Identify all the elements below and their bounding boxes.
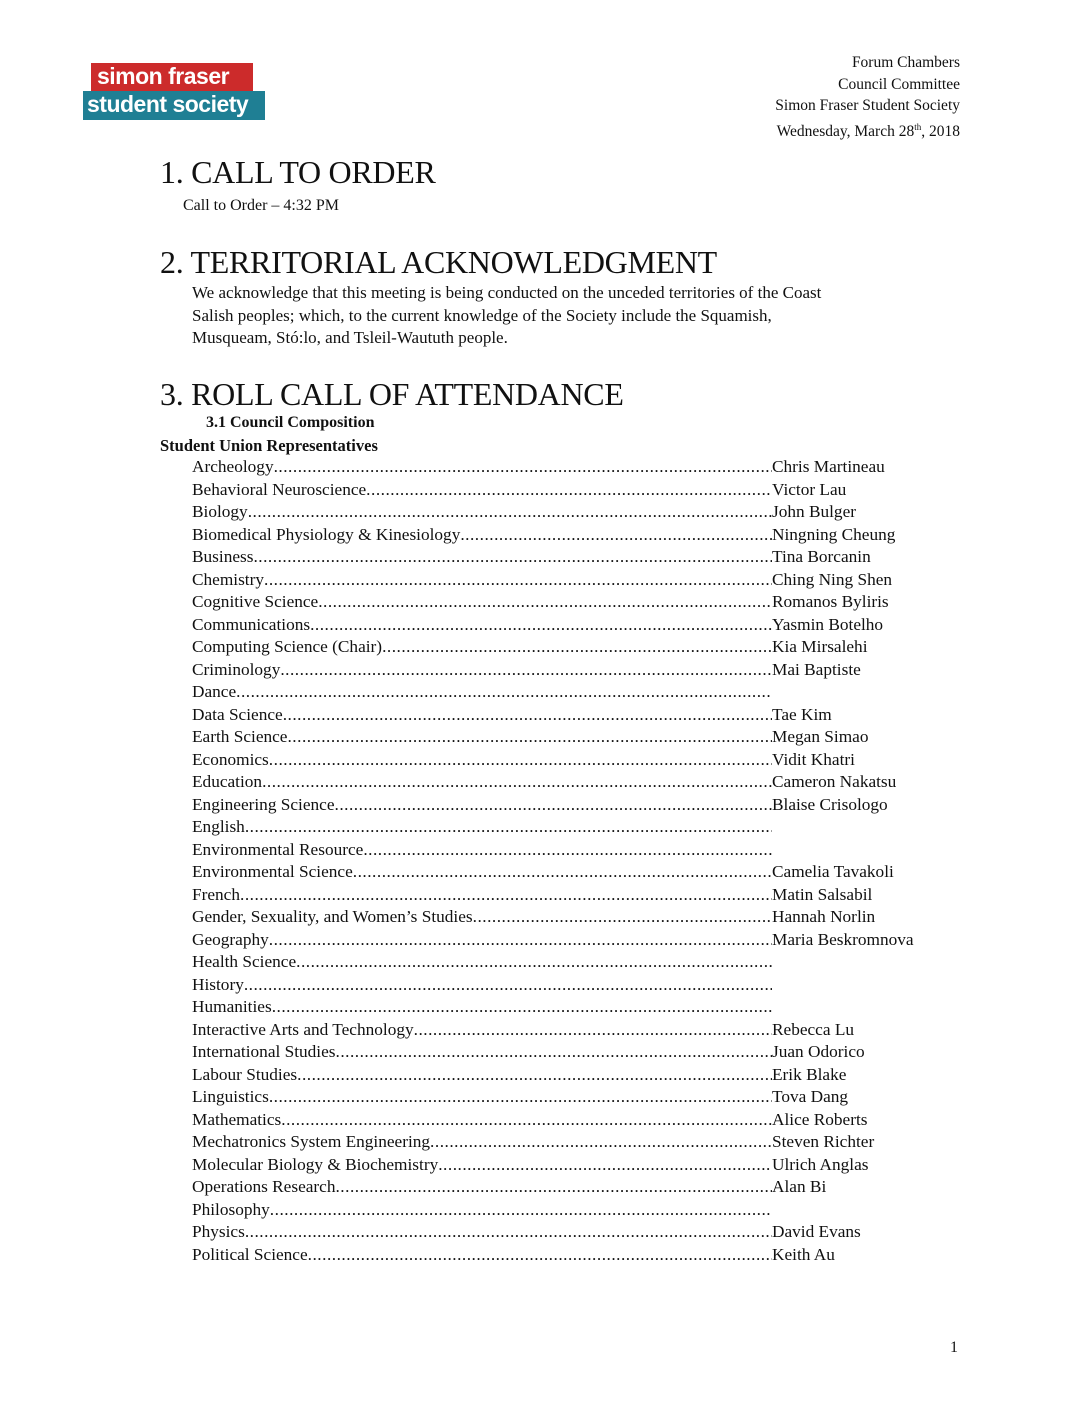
dot-leader: [272, 996, 772, 1019]
department-name: Health Science: [192, 952, 297, 971]
territorial-acknowledgment-text: [192, 282, 962, 350]
dot-leader: [353, 861, 772, 884]
department-name: Mathematics: [192, 1109, 282, 1129]
roster-row: [192, 749, 972, 772]
representative-name: Hannah Norlin: [772, 907, 876, 926]
roster-row: [192, 861, 972, 884]
representative-name: Ulrich Anglas: [772, 1154, 869, 1174]
dot-leader: [269, 1086, 772, 1109]
dot-leader: [245, 816, 772, 839]
roster-row: [192, 614, 972, 637]
roster-row: [192, 456, 972, 479]
department-name: Engineering Science: [192, 794, 335, 814]
roster-row: [192, 546, 972, 569]
roster-row: [192, 1086, 972, 1109]
dot-leader: [335, 794, 772, 817]
department-name: Philosophy: [192, 1199, 270, 1219]
representative-name: Camelia Tavakoli: [772, 862, 894, 881]
representative-name: John Bulger: [772, 502, 857, 521]
department-name: Chemistry: [192, 569, 265, 589]
section-3-title: 3. ROLL CALL OF ATTENDANCE: [160, 376, 624, 412]
dot-leader: [336, 1041, 773, 1064]
dot-leader: [274, 456, 772, 479]
representative-name: Alice Roberts: [772, 1109, 868, 1129]
ack-line-2: Salish peoples; which, to the current knowledge of the Society include the Squamish,: [192, 305, 772, 325]
logo-line-1: simon fraser: [91, 63, 253, 91]
roster-row: [192, 839, 972, 862]
department-name: Earth Science: [192, 727, 288, 746]
roster-row: [192, 726, 972, 749]
roster-row: [192, 951, 972, 974]
roster-row: [192, 906, 972, 929]
dot-leader: [264, 569, 772, 592]
department-name: Biology: [192, 502, 248, 521]
representative-name: Cameron Nakatsu: [772, 772, 897, 791]
roster-row: [192, 1176, 972, 1199]
department-name: International Studies: [192, 1042, 336, 1061]
dot-leader: [269, 929, 772, 952]
department-name: Humanities: [192, 997, 272, 1016]
roster-row: [192, 1041, 972, 1064]
department-name: Education: [192, 772, 263, 791]
dot-leader: [262, 771, 772, 794]
representative-name: David Evans: [772, 1222, 861, 1241]
date-suffix: , 2018: [921, 122, 960, 140]
dot-leader: [318, 591, 772, 614]
department-name: Environmental Science: [192, 862, 353, 881]
roster-row: [192, 771, 972, 794]
roster-row: [192, 974, 972, 997]
roster-row: [192, 816, 972, 839]
department-name: Archeology: [192, 457, 274, 476]
dot-leader: [335, 1176, 772, 1199]
dot-leader: [366, 479, 772, 502]
roster-row: [192, 1244, 972, 1267]
dot-leader: [287, 726, 772, 749]
representative-name: Ching Ning Shen: [772, 569, 893, 589]
section-2-title: 2. TERRITORIAL ACKNOWLEDGMENT: [160, 244, 717, 280]
roster-list: [192, 456, 972, 1266]
roster-row: [192, 1064, 972, 1087]
department-name: Environmental Resource: [192, 839, 364, 859]
dot-leader: [269, 749, 772, 772]
roster-row: [192, 1154, 972, 1177]
representative-name: Juan Odorico: [772, 1042, 865, 1061]
meeting-header: [775, 52, 960, 142]
representative-name: Tina Borcanin: [772, 547, 871, 566]
roster-row: [192, 659, 972, 682]
department-name: Economics: [192, 749, 269, 769]
representative-name: Rebecca Lu: [772, 1019, 855, 1039]
dot-leader: [308, 1244, 772, 1267]
roster-row: [192, 996, 972, 1019]
department-name: Biomedical Physiology & Kinesiology: [192, 524, 461, 544]
representative-name: Kia Mirsalehi: [772, 637, 868, 656]
dot-leader: [253, 546, 772, 569]
department-name: French: [192, 884, 240, 904]
dot-leader: [245, 1221, 772, 1244]
dot-leader: [297, 1064, 772, 1087]
group-heading: Student Union Representatives: [160, 436, 378, 455]
department-name: History: [192, 974, 244, 994]
roster-row: [192, 929, 972, 952]
dot-leader: [270, 1199, 772, 1222]
dot-leader: [430, 1131, 772, 1154]
representative-name: Alan Bi: [772, 1177, 827, 1196]
department-name: English: [192, 817, 245, 836]
department-name: Molecular Biology & Biochemistry: [192, 1154, 439, 1174]
dot-leader: [438, 1154, 772, 1177]
representative-name: Erik Blake: [772, 1064, 847, 1084]
ack-line-1: We acknowledge that this meeting is being conducted on the unceded territories of the Coast: [192, 283, 822, 302]
roster-row: [192, 681, 972, 704]
department-name: Business: [192, 547, 254, 566]
department-name: Operations Research: [192, 1177, 336, 1196]
roster-row: [192, 636, 972, 659]
department-name: Cognitive Science: [192, 592, 319, 611]
dot-leader: [310, 614, 772, 637]
dot-leader: [283, 704, 772, 727]
department-name: Geography: [192, 929, 269, 949]
dot-leader: [281, 1109, 772, 1132]
dot-leader: [296, 951, 772, 974]
dot-leader: [244, 974, 772, 997]
representative-name: Romanos Byliris: [772, 592, 889, 611]
department-name: Behavioral Neuroscience: [192, 479, 367, 499]
roster-row: [192, 1131, 972, 1154]
representative-name: Ningning Cheung: [772, 524, 896, 544]
roster-row: [192, 1221, 972, 1244]
department-name: Labour Studies: [192, 1064, 298, 1084]
representative-name: Megan Simao: [772, 727, 869, 746]
representative-name: Tova Dang: [772, 1087, 849, 1106]
representative-name: Mai Baptiste: [772, 659, 861, 679]
department-name: Interactive Arts and Technology: [192, 1019, 414, 1039]
dot-leader: [280, 659, 772, 682]
page-number: 1: [950, 1339, 958, 1356]
header-committee: Council Committee: [838, 75, 960, 93]
representative-name: Matin Salsabil: [772, 884, 873, 904]
call-to-order-text: Call to Order – 4:32 PM: [183, 197, 339, 214]
dot-leader: [460, 524, 772, 547]
dot-leader: [248, 501, 772, 524]
department-name: Criminology: [192, 659, 281, 679]
roster-row: [192, 794, 972, 817]
ack-line-3: Musqueam, Stó:lo, and Tsleil-Waututh people.: [192, 328, 508, 347]
dot-leader: [363, 839, 772, 862]
roster-row: [192, 1109, 972, 1132]
roster-row: [192, 591, 972, 614]
dot-leader: [236, 681, 772, 704]
roster-row: [192, 884, 972, 907]
header-date: [775, 117, 960, 143]
representative-name: Tae Kim: [772, 704, 832, 724]
department-name: Computing Science (Chair): [192, 637, 383, 656]
roster-row: [192, 1199, 972, 1222]
representative-name: Blaise Crisologo: [772, 794, 888, 814]
representative-name: Maria Beskromnova: [772, 929, 914, 949]
header-organization: Simon Fraser Student Society: [775, 97, 960, 114]
date-prefix: Wednesday, March 28: [776, 122, 915, 140]
department-name: Data Science: [192, 704, 283, 724]
representative-name: Keith Au: [772, 1244, 835, 1264]
logo-line-2: student society: [83, 91, 265, 120]
department-name: Political Science: [192, 1244, 308, 1264]
department-name: Communications: [192, 614, 311, 634]
section-1-title: 1. CALL TO ORDER: [160, 154, 436, 190]
department-name: Physics: [192, 1222, 245, 1241]
representative-name: Yasmin Botelho: [772, 614, 884, 634]
roster-row: [192, 524, 972, 547]
roster-row: [192, 479, 972, 502]
representative-name: Victor Lau: [772, 479, 847, 499]
dot-leader: [473, 906, 772, 929]
department-name: Gender, Sexuality, and Women’s Studies: [192, 907, 473, 926]
representative-name: Vidit Khatri: [772, 749, 855, 769]
dot-leader: [414, 1019, 772, 1042]
dot-leader: [240, 884, 772, 907]
dot-leader: [382, 636, 772, 659]
roster-row: [192, 569, 972, 592]
roster-row: [192, 501, 972, 524]
department-name: Mechatronics System Engineering: [192, 1132, 431, 1151]
department-name: Linguistics: [192, 1087, 269, 1106]
representative-name: Chris Martineau: [772, 457, 885, 476]
date-ordinal: th: [914, 121, 922, 132]
header-location: Forum Chambers: [851, 54, 960, 71]
department-name: Dance: [192, 682, 237, 701]
roster-row: [192, 1019, 972, 1042]
subsection-title: 3.1 Council Composition: [206, 414, 375, 431]
representative-name: Steven Richter: [772, 1132, 875, 1151]
roster-row: [192, 704, 972, 727]
society-logo: [83, 63, 265, 120]
